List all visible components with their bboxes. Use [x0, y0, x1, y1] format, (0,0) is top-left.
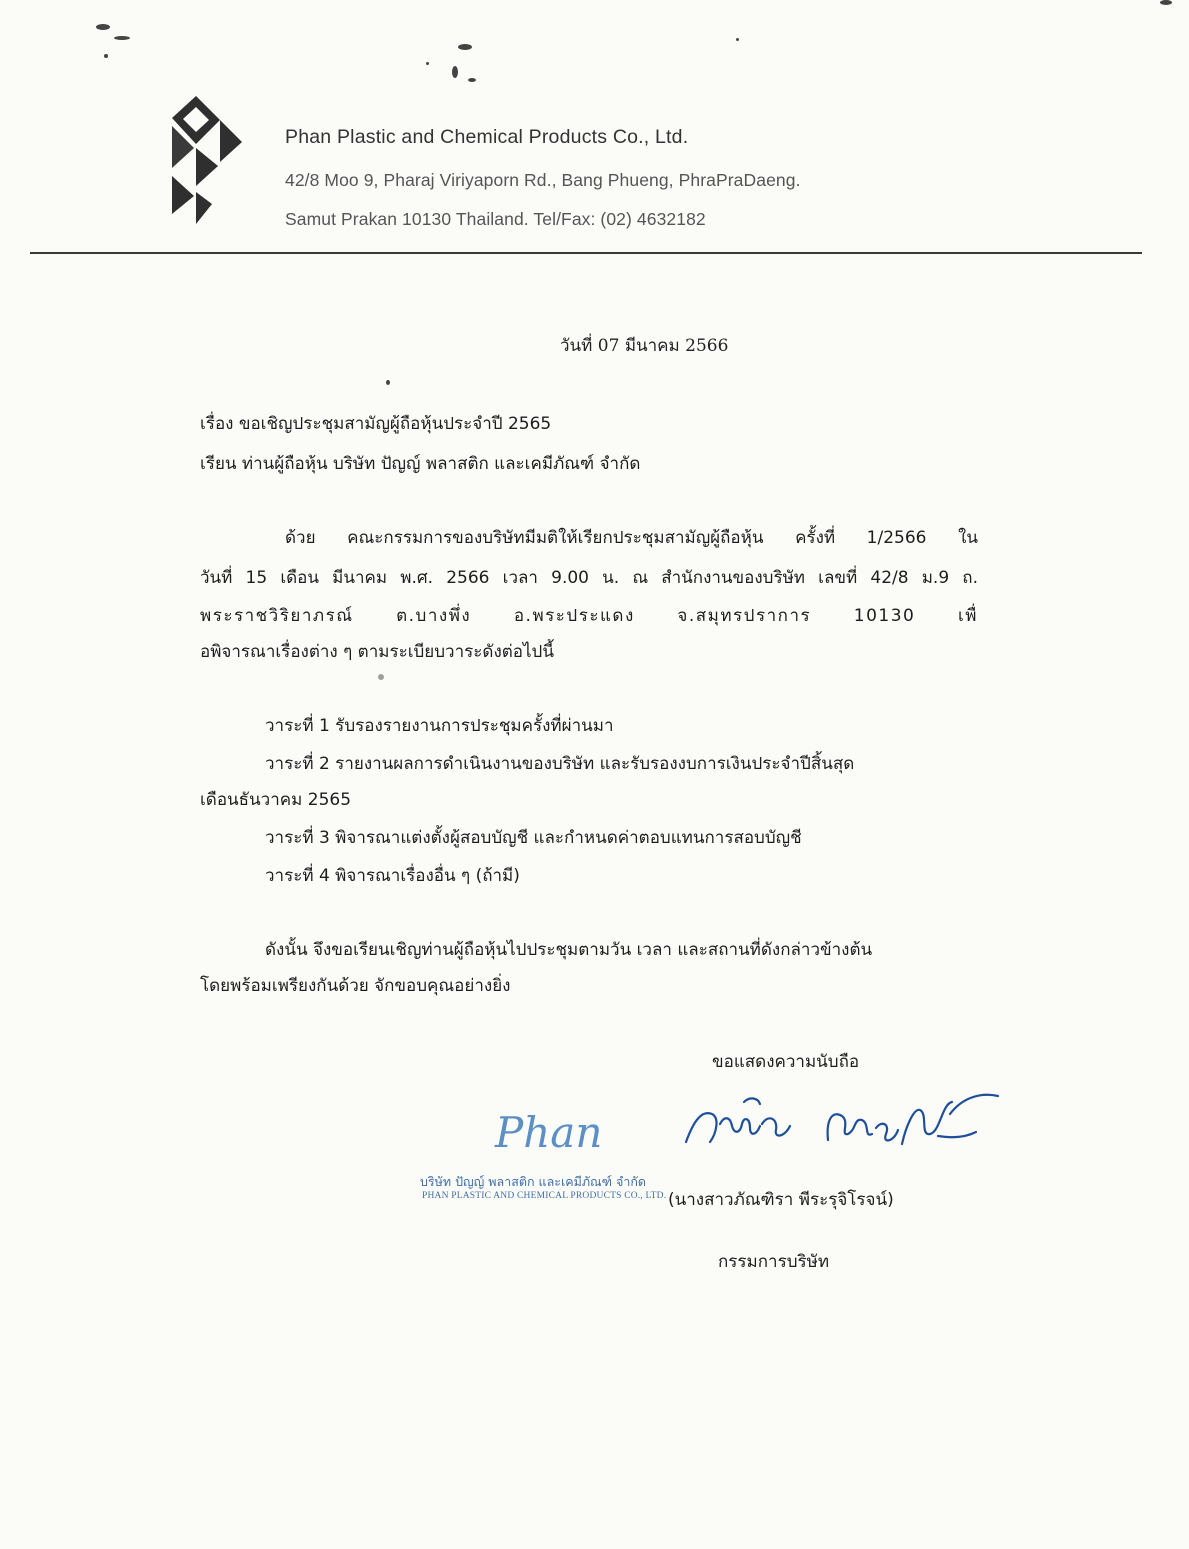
- seal-thai-name: บริษัท ปัญญ์ พลาสติก และเคมีภัณฑ์ จำกัด: [420, 1174, 647, 1189]
- company-address: 42/8 Moo 9, Pharaj Viriyaporn Rd., Bang Phueng, PhraPraDaeng.: [285, 170, 801, 190]
- letter-recipient: เรียน ท่านผู้ถือหุ้น บริษัท ปัญญ์ พลาสติก และเคมีภัณฑ์ จำกัด: [200, 454, 641, 474]
- scan-speck: [104, 54, 108, 58]
- salutation: ขอแสดงความนับถือ: [712, 1052, 860, 1072]
- agenda-item-1: วาระที่ 1 รับรองรายงานการประชุมครั้งที่ผ่านมา: [265, 716, 614, 736]
- signatory-name: (นางสาวภัณฑิรา พีระรุจิโรจน์): [668, 1190, 894, 1210]
- scan-speck: [426, 62, 429, 65]
- letter-subject: เรื่อง ขอเชิญประชุมสามัญผู้ถือหุ้นประจำปี 2565: [200, 414, 552, 434]
- agenda-item-2: วาระที่ 2 รายงานผลการดำเนินงานของบริษัท และรับรองงบการเงินประจำปีสิ้นสุด: [265, 754, 855, 774]
- scan-speck: [378, 674, 384, 680]
- intro-line-4: อพิจารณาเรื่องต่าง ๆ ตามระเบียบวาระดังต่อไปนี้: [200, 642, 554, 662]
- letterhead-divider: [30, 252, 1142, 254]
- intro-line-3: พระราชวิริยาภรณ์ ต.บางพึ่ง อ.พระประแดง จ.สมุทรปราการ 10130 เพื่: [200, 606, 978, 626]
- seal-script-logo: Phan: [495, 1108, 603, 1157]
- handwritten-signature: [680, 1080, 1010, 1160]
- agenda-item-4: วาระที่ 4 พิจารณาเรื่องอื่น ๆ (ถ้ามี): [265, 866, 520, 886]
- scan-speck: [386, 380, 390, 385]
- intro-line-2: วันที่ 15 เดือน มีนาคม พ.ศ. 2566 เวลา 9.00 น. ณ สำนักงานของบริษัท เลขที่ 42/8 ม.9 ถ.: [200, 568, 978, 588]
- seal-english-name: PHAN PLASTIC AND CHEMICAL PRODUCTS CO., LTD.: [422, 1191, 667, 1201]
- company-contact: Samut Prakan 10130 Thailand. Tel/Fax: (02) 4632182: [285, 209, 706, 229]
- closing-line-1: ดังนั้น จึงขอเรียนเชิญท่านผู้ถือหุ้นไปประชุมตามวัน เวลา และสถานที่ดังกล่าวข้างต้น: [265, 940, 873, 960]
- scan-speck: [458, 44, 472, 50]
- company-name: Phan Plastic and Chemical Products Co., Ltd.: [285, 126, 689, 148]
- closing-line-2: โดยพร้อมเพรียงกันด้วย จักขอบคุณอย่างยิ่ง: [200, 976, 511, 996]
- signatory-title: กรรมการบริษัท: [718, 1252, 830, 1272]
- agenda-item-2-continued: เดือนธันวาคม 2565: [200, 790, 352, 810]
- company-logo: [168, 96, 242, 224]
- scan-speck: [1160, 0, 1172, 5]
- scan-speck: [736, 38, 739, 41]
- intro-line-1: ด้วย คณะกรรมการของบริษัทมีมติให้เรียกประชุมสามัญผู้ถือหุ้น ครั้งที่ 1/2566 ใน: [285, 528, 978, 548]
- scan-speck: [114, 36, 130, 40]
- scan-speck: [96, 24, 110, 30]
- scan-speck: [452, 66, 458, 78]
- scan-speck: [468, 78, 476, 82]
- agenda-item-3: วาระที่ 3 พิจารณาแต่งตั้งผู้สอบบัญชี และกำหนดค่าตอบแทนการสอบบัญชี: [265, 828, 802, 848]
- letter-date: วันที่ 07 มีนาคม 2566: [560, 336, 729, 356]
